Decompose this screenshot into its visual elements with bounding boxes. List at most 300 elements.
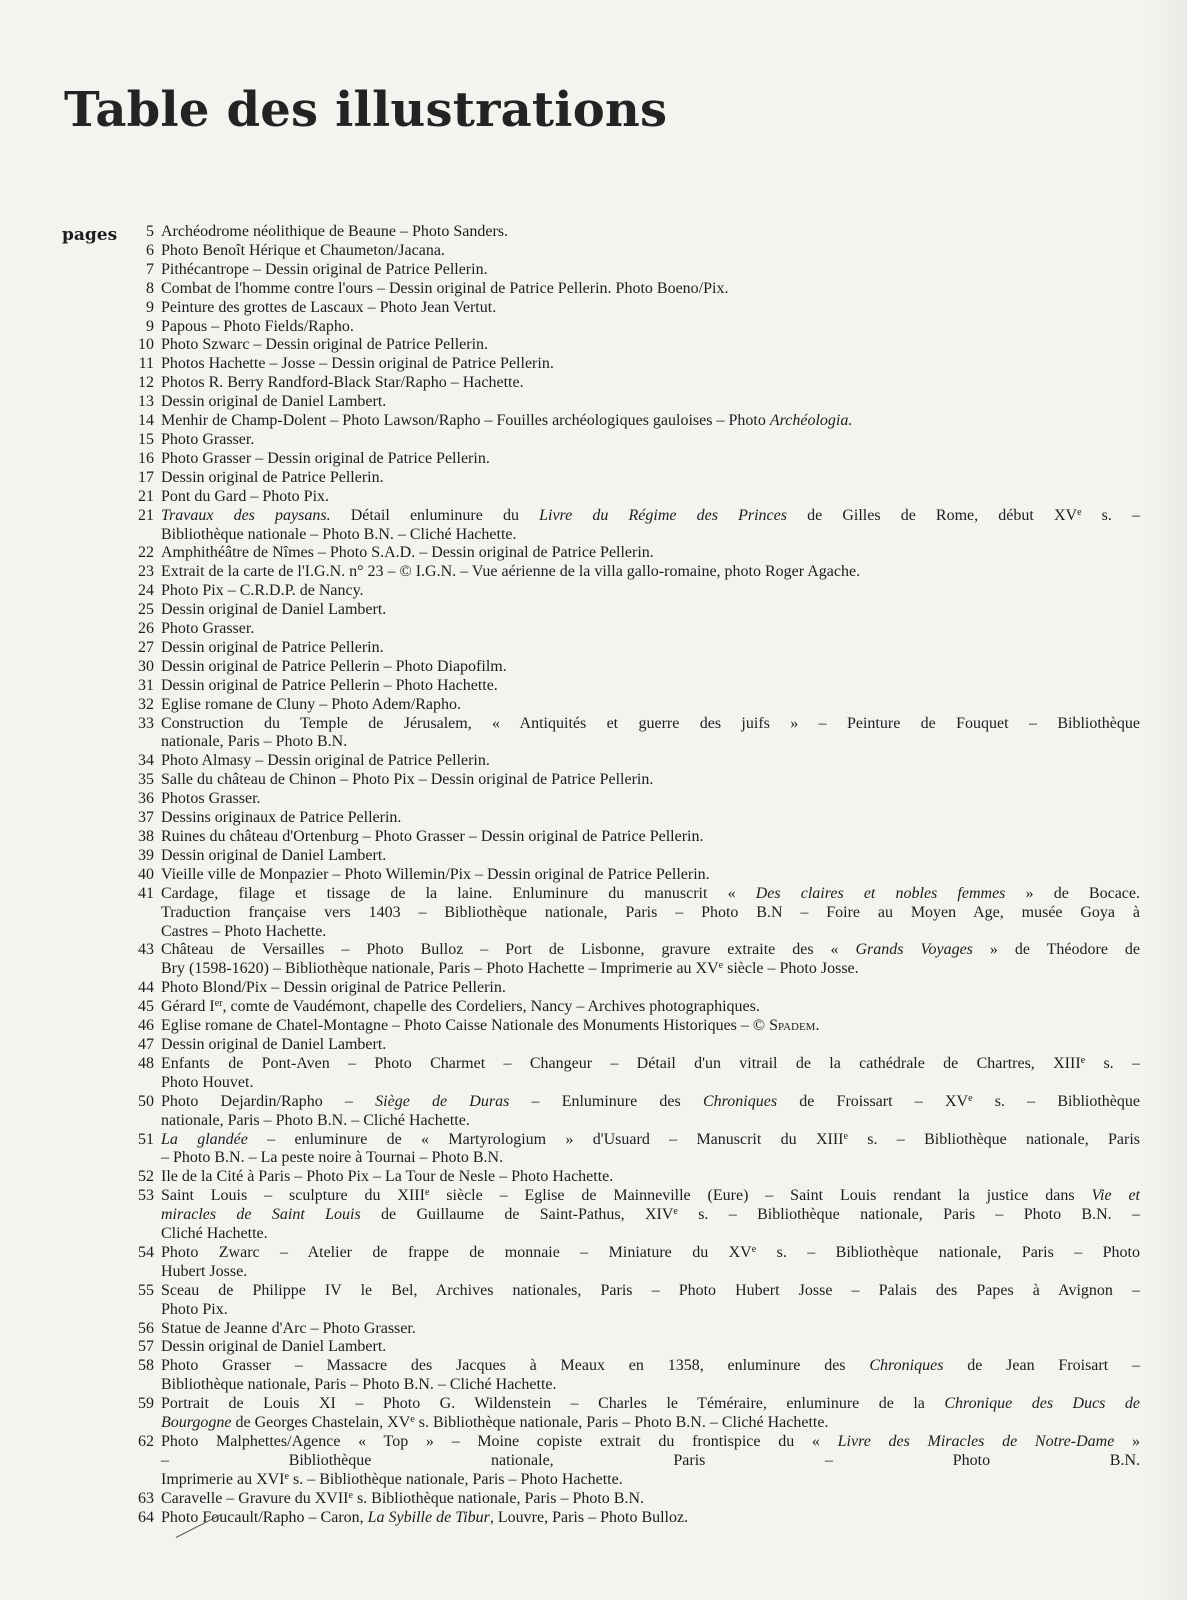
text-run: Photo Benoît Hérique et Chaumeton/Jacana.	[161, 241, 445, 259]
text-run: Salle du château de Chinon – Photo Pix – Dessin original de Patrice Pellerin.	[161, 771, 654, 789]
entry-line	[161, 1131, 1140, 1150]
entry-text	[161, 242, 1140, 261]
italic-title: Bourgogne	[161, 1414, 232, 1432]
page-number: 25	[138, 601, 154, 619]
entry-line	[161, 979, 1140, 998]
entry-line	[161, 1320, 1140, 1339]
superscript: e	[718, 960, 724, 972]
text-run: Dessin original de Patrice Pellerin.	[161, 468, 384, 486]
entry-text	[161, 488, 1140, 507]
entry-text	[161, 658, 1140, 677]
list-item	[120, 1357, 1140, 1395]
list-item	[120, 1433, 1140, 1490]
entry-text	[161, 998, 1140, 1017]
page-number: 40	[138, 865, 154, 883]
entry-line	[161, 526, 1140, 545]
page-spine-shadow	[1147, 0, 1187, 1600]
entry-line	[161, 1036, 1140, 1055]
page-title: Table des illustrations	[64, 82, 668, 138]
text-run: Vieille ville de Monpazier – Photo Willemin/Pix – Dessin original de Patrice Pellerin.	[161, 865, 710, 883]
italic-title: Vie et	[1091, 1187, 1141, 1205]
entry-line	[161, 1338, 1140, 1357]
page-number: 24	[138, 582, 154, 600]
list-item	[120, 544, 1140, 563]
text-run: Dessin original de Daniel Lambert.	[161, 601, 387, 619]
list-item	[120, 355, 1140, 374]
text-run: Sceau de Philippe IV le Bel, Archives nationales, Paris – Photo Hubert Josse – Palais des Papes à Avignon –	[161, 1281, 1140, 1299]
text-run: Photo Grasser.	[161, 430, 255, 448]
entry-line	[161, 1471, 1140, 1490]
text-run: Photo Grasser – Massacre des Jacques à Meaux en 1358, enluminure des	[161, 1357, 870, 1375]
list-item	[120, 280, 1140, 299]
entry-line	[161, 1206, 1140, 1225]
entry-line	[161, 393, 1140, 412]
list-item	[120, 696, 1140, 715]
italic-title: Travaux des paysans.	[161, 506, 331, 524]
entry-text	[161, 1055, 1140, 1093]
entry-text	[161, 280, 1140, 299]
superscript: e	[968, 1092, 973, 1104]
text-run: Dessin original de Daniel Lambert.	[161, 1035, 387, 1053]
entry-text	[161, 847, 1140, 866]
text-run: Bry (1598-1620) – Bibliothèque nationale, Paris – Photo Hachette – Imprimerie au XV	[161, 960, 719, 978]
list-item	[120, 752, 1140, 771]
text-run: Photo Pix – C.R.D.P. de Nancy.	[161, 582, 364, 600]
list-item	[120, 866, 1140, 885]
text-run: Photo Grasser – Dessin original de Patrice Pellerin.	[161, 449, 490, 467]
page-number: 44	[138, 979, 154, 997]
entry-line	[161, 1452, 1140, 1471]
page-number: 36	[138, 790, 154, 808]
text-run: Saint Louis – sculpture du XIII	[161, 1187, 425, 1205]
text-run: s. – Bibliothèque nationale, Paris – Photo Hachette.	[288, 1470, 623, 1488]
page-number: 6	[146, 241, 154, 259]
list-item	[120, 318, 1140, 337]
entry-text	[161, 544, 1140, 563]
list-item	[120, 374, 1140, 393]
entry-line	[161, 677, 1140, 696]
entry-line	[161, 960, 1140, 979]
page-number: 41	[138, 884, 154, 902]
entry-line	[161, 1509, 1140, 1528]
entry-line	[161, 261, 1140, 280]
entry-line	[161, 223, 1140, 242]
text-run: s. – Bibliothèque nationale, Paris – Photo	[756, 1243, 1140, 1261]
entry-line	[161, 299, 1140, 318]
page-number: 56	[138, 1319, 154, 1337]
entry-line	[161, 318, 1140, 337]
text-run: Dessin original de Patrice Pellerin.	[161, 638, 384, 656]
page-number: 13	[138, 393, 154, 411]
entry-line	[161, 866, 1140, 885]
entry-text	[161, 507, 1140, 545]
entry-text	[161, 336, 1140, 355]
text-run: Cardage, filage et tissage de la laine. Enluminure du manuscrit «	[161, 884, 756, 902]
entry-line	[161, 715, 1140, 734]
text-run: Dessins originaux de Patrice Pellerin.	[161, 809, 402, 827]
list-item	[120, 1320, 1140, 1339]
entry-line	[161, 1414, 1140, 1433]
entry-line	[161, 1168, 1140, 1187]
entry-text	[161, 1131, 1140, 1169]
text-run: de Jean Froisart –	[943, 1357, 1140, 1375]
entry-text	[161, 1244, 1140, 1282]
list-item	[120, 1490, 1140, 1509]
page-number: 53	[138, 1187, 154, 1205]
superscript: e	[284, 1470, 289, 1482]
page-number: 43	[138, 941, 154, 959]
text-run: siècle – Eglise de Mainneville (Eure) – Saint Louis rendant la justice dans	[429, 1187, 1092, 1205]
entry-line	[161, 828, 1140, 847]
text-run: Eglise romane de Chatel-Montagne – Photo Caisse Nationale des Monuments Historiques – ©	[161, 1017, 770, 1035]
page-number: 47	[138, 1035, 154, 1053]
text-run: s. – Bibliothèque nationale, Paris – Photo B.N. –	[677, 1206, 1140, 1224]
list-item	[120, 299, 1140, 318]
pages-label: pages	[62, 225, 118, 245]
list-item	[120, 507, 1140, 545]
entry-text	[161, 431, 1140, 450]
entry-line	[161, 242, 1140, 261]
text-run: nationale, Paris – Photo B.N. – Cliché Hachette.	[161, 1111, 470, 1129]
text-run: Bibliothèque nationale, Paris – Photo B.N. – Cliché Hachette.	[161, 1376, 557, 1394]
page-number: 57	[138, 1338, 154, 1356]
text-run: Peinture des grottes de Lascaux – Photo Jean Vertut.	[161, 298, 497, 316]
text-run: de Froissart – XV	[777, 1092, 969, 1110]
entry-text	[161, 979, 1140, 998]
entry-line	[161, 336, 1140, 355]
list-item	[120, 998, 1140, 1017]
superscript: e	[843, 1130, 848, 1142]
page-number: 21	[138, 506, 154, 524]
page-number: 51	[138, 1130, 154, 1148]
list-item	[120, 563, 1140, 582]
entry-line	[161, 1357, 1140, 1376]
entry-line	[161, 1149, 1140, 1168]
text-run: Cliché Hachette.	[161, 1225, 268, 1243]
text-run: Ile de la Cité à Paris – Photo Pix – La Tour de Nesle – Photo Hachette.	[161, 1168, 614, 1186]
entry-text	[161, 715, 1140, 753]
entry-text	[161, 809, 1140, 828]
text-run: , comte de Vaudémont, chapelle des Cordeliers, Nancy – Archives photographiques.	[222, 998, 760, 1016]
list-item	[120, 847, 1140, 866]
page-number: 37	[138, 809, 154, 827]
entry-line	[161, 1225, 1140, 1244]
page-number: 8	[146, 279, 154, 297]
italic-title: Des claires et nobles femmes	[755, 884, 1006, 902]
list-item	[120, 715, 1140, 753]
page-number: 15	[138, 430, 154, 448]
text-run: Castres – Photo Hachette.	[161, 922, 327, 940]
italic-title: Siège de Duras	[375, 1092, 510, 1110]
list-item	[120, 1017, 1140, 1036]
page-number: 10	[138, 336, 154, 354]
text-run: Photo Almasy – Dessin original de Patrice Pellerin.	[161, 752, 490, 770]
entry-text	[161, 790, 1140, 809]
entry-line	[161, 620, 1140, 639]
list-item	[120, 601, 1140, 620]
italic-title: Chroniques	[702, 1092, 778, 1110]
italic-title: Chronique des Ducs de	[944, 1395, 1140, 1413]
superscript: e	[751, 1243, 757, 1255]
page-number: 34	[138, 752, 154, 770]
list-item	[120, 979, 1140, 998]
text-run: Extrait de la carte de l'I.G.N. n° 23 – © I.G.N. – Vue aérienne de la villa gallo-romaine, photo Roger Agache.	[161, 563, 861, 581]
page-number: 62	[138, 1433, 154, 1450]
list-item	[120, 771, 1140, 790]
text-run: nationale, Paris – Photo B.N.	[161, 733, 348, 751]
list-item	[120, 450, 1140, 469]
list-item	[120, 1131, 1140, 1169]
entry-text	[161, 582, 1140, 601]
list-item	[120, 412, 1140, 431]
list-item	[120, 790, 1140, 809]
page-number: 32	[138, 695, 154, 713]
text-run: Détail enluminure du	[330, 506, 540, 524]
entry-text	[161, 941, 1140, 979]
entry-line	[161, 1263, 1140, 1282]
entry-text	[161, 1490, 1140, 1509]
page-number: 5	[146, 223, 154, 240]
list-item	[120, 639, 1140, 658]
page-number: 54	[138, 1243, 154, 1261]
text-run: s. –	[1081, 506, 1141, 524]
page-number: 33	[138, 714, 154, 732]
text-run: Photo Szwarc – Dessin original de Patrice Pellerin.	[161, 336, 489, 354]
page-number: 58	[138, 1357, 154, 1375]
list-item	[120, 1168, 1140, 1187]
entry-text	[161, 1338, 1140, 1357]
entry-line	[161, 431, 1140, 450]
entry-text	[161, 1187, 1140, 1244]
text-run: Papous – Photo Fields/Rapho.	[161, 317, 354, 335]
list-item	[120, 941, 1140, 979]
entry-line	[161, 412, 1140, 431]
italic-title: La Sybille de Tibur	[367, 1508, 490, 1526]
list-item	[120, 809, 1140, 828]
superscript: e	[410, 1414, 415, 1426]
text-run: s. –	[1085, 1054, 1140, 1072]
entry-text	[161, 1320, 1140, 1339]
text-run: Photos Grasser.	[161, 790, 261, 808]
page-number: 26	[138, 620, 154, 638]
page-number: 45	[138, 998, 154, 1016]
entry-line	[161, 507, 1140, 526]
list-item	[120, 1244, 1140, 1282]
text-run: s. – Bibliothèque	[972, 1092, 1140, 1110]
text-run: Portrait de Louis XI – Photo G. Wildenstein – Charles le Téméraire, enluminure de la	[161, 1395, 945, 1413]
page-number: 21	[138, 487, 154, 505]
entry-line	[161, 1376, 1140, 1395]
entry-text	[161, 1395, 1140, 1433]
italic-title: La glandée	[161, 1130, 248, 1148]
page-number: 12	[138, 374, 154, 392]
text-run: de Gilles de Rome, début XV	[786, 506, 1078, 524]
entry-line	[161, 1282, 1140, 1301]
text-run: – enluminure de « Martyrologium » d'Usuard – Manuscrit du XIII	[247, 1130, 844, 1148]
text-run: Archéodrome néolithique de Beaune – Photo Sanders.	[161, 223, 509, 240]
entry-text	[161, 469, 1140, 488]
entry-line	[161, 1433, 1140, 1452]
entry-line	[161, 582, 1140, 601]
entry-text	[161, 828, 1140, 847]
page-number: 30	[138, 657, 154, 675]
entry-line	[161, 488, 1140, 507]
list-item	[120, 658, 1140, 677]
entry-text	[161, 771, 1140, 790]
text-run: »	[1114, 1433, 1141, 1450]
text-run: Photo Foucault/Rapho – Caron,	[161, 1508, 368, 1526]
entry-text	[161, 1017, 1140, 1036]
list-item	[120, 582, 1140, 601]
entry-text	[161, 223, 1140, 242]
text-run: – Bibliothèque nationale, Paris – Photo B.N.	[161, 1451, 1140, 1469]
entry-line	[161, 1395, 1140, 1414]
text-run: Photo Dejardin/Rapho –	[161, 1092, 376, 1110]
entry-text	[161, 677, 1140, 696]
page-number: 31	[138, 676, 154, 694]
entry-text	[161, 412, 1140, 431]
text-run: Hubert Josse.	[161, 1262, 248, 1280]
list-item	[120, 1395, 1140, 1433]
page-number: 46	[138, 1017, 154, 1035]
entry-line	[161, 658, 1140, 677]
entry-line	[161, 696, 1140, 715]
text-run: Photos Hachette – Josse – Dessin original de Patrice Pellerin.	[161, 355, 554, 373]
text-run: Dessin original de Patrice Pellerin – Photo Hachette.	[161, 676, 498, 694]
list-item	[120, 1036, 1140, 1055]
entry-line	[161, 639, 1140, 658]
page-number: 16	[138, 449, 154, 467]
entry-text	[161, 1509, 1140, 1528]
entry-text	[161, 620, 1140, 639]
italic-title: Livre du Régime des Princes	[539, 506, 787, 524]
text-run: Menhir de Champ-Dolent – Photo Lawson/Rapho – Fouilles archéologiques gauloises – Photo	[161, 412, 770, 430]
superscript: e	[673, 1206, 678, 1218]
page-number: 27	[138, 638, 154, 656]
entry-text	[161, 261, 1140, 280]
page-number: 11	[138, 355, 154, 373]
superscript: e	[1077, 506, 1082, 518]
entry-text	[161, 601, 1140, 620]
text-run: Statue de Jeanne d'Arc – Photo Grasser.	[161, 1319, 416, 1337]
list-item	[120, 1338, 1140, 1357]
page-number: 35	[138, 771, 154, 789]
text-run: Photo Blond/Pix – Dessin original de Patrice Pellerin.	[161, 979, 506, 997]
entry-line	[161, 733, 1140, 752]
entry-text	[161, 355, 1140, 374]
text-run: – Photo B.N. – La peste noire à Tournai – Photo B.N.	[161, 1149, 504, 1167]
entry-text	[161, 1168, 1140, 1187]
entry-text	[161, 866, 1140, 885]
entry-text	[161, 696, 1140, 715]
page-number: 22	[138, 544, 154, 562]
list-item	[120, 1055, 1140, 1093]
entry-line	[161, 280, 1140, 299]
entry-line	[161, 998, 1140, 1017]
page-number: 59	[138, 1395, 154, 1413]
page-number: 17	[138, 468, 154, 486]
text-run: Caravelle – Gravure du XVII	[161, 1489, 349, 1507]
page-number: 52	[138, 1168, 154, 1186]
list-item	[120, 488, 1140, 507]
text-run: Château de Versailles – Photo Bulloz – Port de Lisbonne, gravure extraite des «	[161, 941, 856, 959]
list-item	[120, 677, 1140, 696]
text-run: Construction du Temple de Jérusalem, « Antiquités et guerre des juifs » – Peinture de Fouquet – Bibliothèque	[161, 714, 1140, 732]
entry-line	[161, 809, 1140, 828]
entry-line	[161, 1490, 1140, 1509]
text-run: – Enluminure des	[509, 1092, 703, 1110]
page-number: 48	[138, 1054, 154, 1072]
list-item	[120, 431, 1140, 450]
italic-title: Chroniques	[869, 1357, 944, 1375]
entry-text	[161, 374, 1140, 393]
illustrations-list	[120, 223, 1140, 1528]
list-item	[120, 828, 1140, 847]
superscript: e	[424, 1187, 430, 1199]
list-item	[120, 1093, 1140, 1131]
page-number: 38	[138, 828, 154, 845]
entry-line	[161, 469, 1140, 488]
text-run: Dessin original de Daniel Lambert.	[161, 846, 387, 864]
text-run: » de Bocace.	[1005, 884, 1141, 902]
page-number: 9	[146, 317, 154, 335]
list-item	[120, 1509, 1140, 1528]
text-run: Combat de l'homme contre l'ours – Dessin original de Patrice Pellerin. Photo Boeno/Pix.	[161, 279, 729, 297]
entry-line	[161, 1244, 1140, 1263]
entry-text	[161, 1036, 1140, 1055]
text-run: Ruines du château d'Ortenburg – Photo Grasser – Dessin original de Patrice Pellerin.	[161, 828, 704, 845]
list-item	[120, 336, 1140, 355]
entry-line	[161, 771, 1140, 790]
text-run: de Georges Chastelain, XV	[231, 1414, 411, 1432]
italic-title: miracles de Saint Louis	[161, 1206, 361, 1224]
entry-text	[161, 1093, 1140, 1131]
entry-line	[161, 904, 1140, 923]
entry-line	[161, 544, 1140, 563]
entry-line	[161, 1187, 1140, 1206]
entry-line	[161, 923, 1140, 942]
text-run: Traduction française vers 1403 – Bibliothèque nationale, Paris – Photo B.N – Foire au Moyen Age, musée Goya à	[161, 903, 1140, 921]
list-item	[120, 620, 1140, 639]
entry-line	[161, 450, 1140, 469]
list-item	[120, 261, 1140, 280]
entry-text	[161, 752, 1140, 771]
text-run: Photos R. Berry Randford-Black Star/Rapho – Hachette.	[161, 374, 524, 392]
entry-text	[161, 1357, 1140, 1395]
text-run: Amphithéâtre de Nîmes – Photo S.A.D. – Dessin original de Patrice Pellerin.	[161, 544, 654, 562]
text-run: Dessin original de Patrice Pellerin – Photo Diapofilm.	[161, 657, 507, 675]
list-item	[120, 223, 1140, 242]
text-run: Dessin original de Daniel Lambert.	[161, 393, 387, 411]
entry-line	[161, 1074, 1140, 1093]
page-number: 7	[146, 260, 154, 278]
entry-line	[161, 790, 1140, 809]
entry-text	[161, 1282, 1140, 1320]
page-number: 63	[138, 1489, 154, 1507]
entry-line	[161, 941, 1140, 960]
text-run: Photo Pix.	[161, 1300, 228, 1318]
page-number: 39	[138, 846, 154, 864]
entry-line	[161, 1055, 1140, 1074]
entry-text	[161, 1433, 1140, 1490]
entry-line	[161, 1093, 1140, 1112]
page-number: 9	[146, 298, 154, 316]
list-item	[120, 1187, 1140, 1244]
text-run: , Louvre, Paris – Photo Bulloz.	[489, 1508, 689, 1526]
page-number: 14	[138, 412, 154, 430]
text-run: Gérard I	[161, 998, 215, 1016]
small-caps-text: Spadem.	[769, 1017, 820, 1035]
